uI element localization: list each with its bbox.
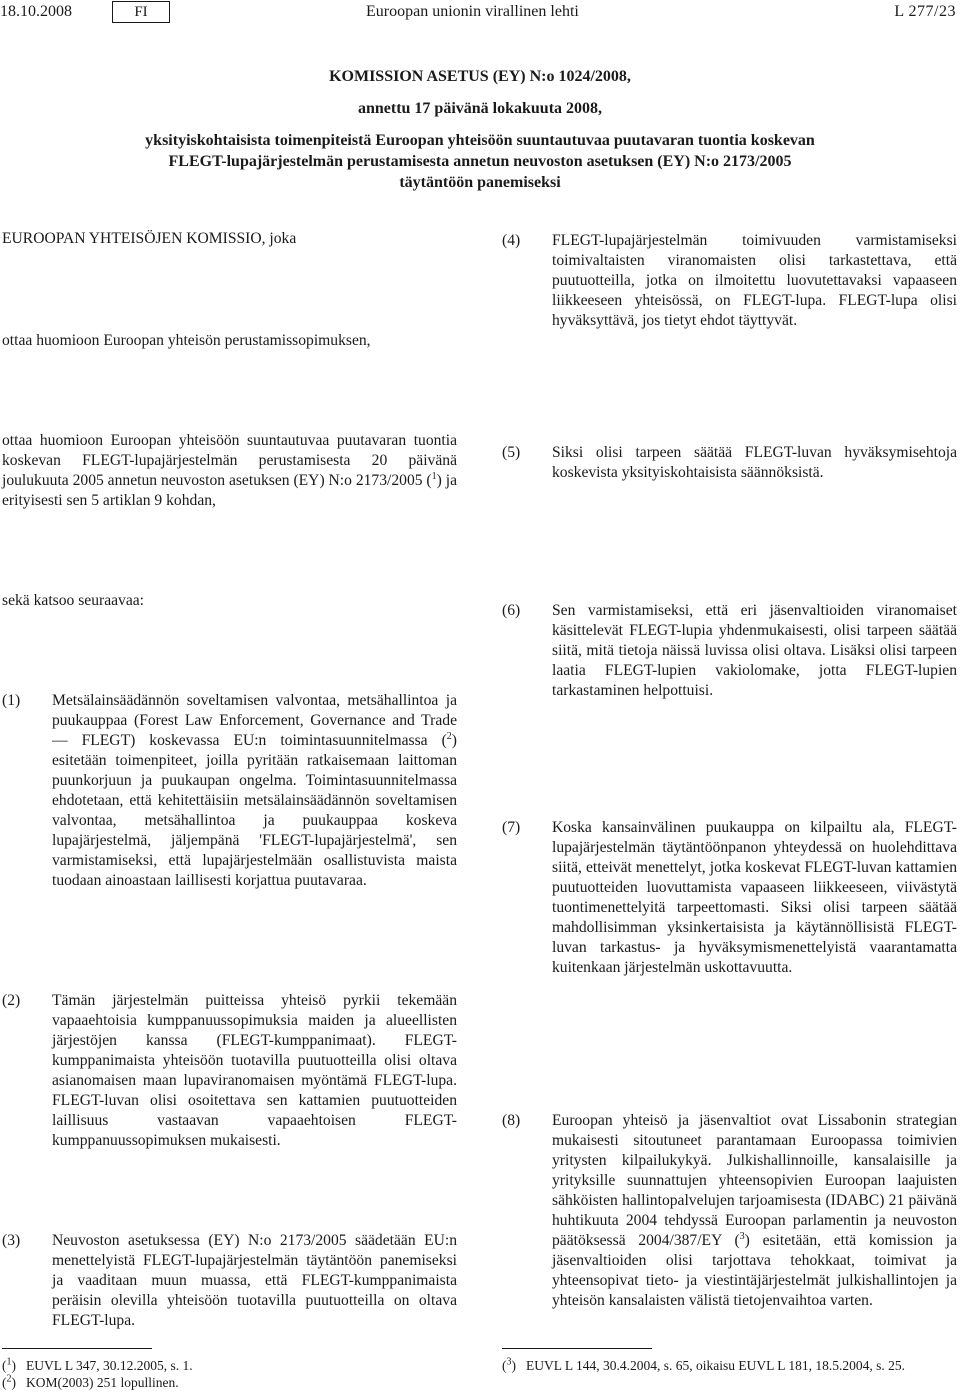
publication-date: 18.10.2008 [0,3,72,20]
preamble-commission-text: EUROOPAN YHTEISÖJEN KOMISSIO, joka [2,230,297,247]
recital-text-a: Euroopan yhteisö ja jäsenvaltiot ovat Lissabonin strategian mukaisesti sitoutuneet parantamaan Euroopassa toimivien yritysten kilpailukykyä. Julkishallinnoille, kansalaisille ja yrityksille suunnattujen yhteensopivien Euroopan laajuisten sähköisten hallintopalvelujen tarjoamisesta (IDABC) 21 päivänä huhtikuuta 2004 tehdyssä Euroopan parlamentin ja neuvoston päätöksessä 2004/387/EY ( [552,1112,957,1249]
recital-text: Neuvoston asetuksessa (EY) N:o 2173/2005 säädetään EU:n menettelyistä FLEGT-lupajärjestelmän täytäntöön panemiseksi ja vaaditaan muun muassa, että FLEGT-kumppanimaista peräisin olevilla yhteisöön tuotavilla puutuotteilla on oltava FLEGT-lupa. [52,1232,457,1329]
footnote-text: KOM(2003) 251 lopullinen. [26,1375,179,1390]
recital-number: (7) [502,819,521,836]
footnote-marker: ($^3$) [502,1356,516,1373]
footnote-ref: 1 [431,470,437,482]
preamble-whereas [2,591,457,611]
page-header [0,0,960,28]
footnote-number: 3 [506,1356,512,1368]
footnote-3 [502,1357,957,1374]
footnote-1 [2,1357,457,1374]
footnote-text: EUVL L 347, 30.12.2005, s. 1. [26,1358,193,1373]
recital-number: (4) [502,232,521,249]
preamble-treaty-text: ottaa huomioon Euroopan yhteisön perustamissopimuksen, [2,332,371,349]
preamble-regulation [2,431,457,511]
title-line-date: annettu 17 päivänä lokakuuta 2008, [357,100,603,117]
footnote-marker: ($^1$) [2,1356,16,1373]
recital-number: (5) [502,444,521,461]
page-reference: L 277/23 [894,3,956,20]
footnote-divider [2,1348,152,1349]
recital-text: Tämän järjestelmän puitteissa yhteisö pyrkii tekemään vapaaehtoisia kumppanuussopimuksia maiden ja alueellisten järjestöjen kanssa (FLEGT-kumppanimaat). FLEGT-kumppanimaista yhteisöön tuotavilla puutuotteilla olisi oltava asianomaisen maan lupaviranomaisen myöntämä FLEGT-lupa. FLEGT-luvan olisi osoitettava sen kattamien puutuotteiden laillisuus vastaavan vapaaehtoisen FLEGT-kumppanuussopimuksen mukaisesti. [52,992,457,1149]
recital-text: Siksi olisi tarpeen säätää FLEGT-luvan hyväksymisehtoja koskevista yksityiskohtaisista säännöksistä. [552,444,957,481]
recital-text-b: ) esitetään, että komission ja jäsenvaltioiden olisi tarjottava tehokkaat, toimivat ja yhteensopivat tieto- ja viestintäjärjestelmät julkishallintojen ja yhteisön kansalaisten välistä tietojenvaihtoa varten. [552,1232,957,1309]
language-box: FI [112,1,170,23]
footnote-number: 2 [6,1373,12,1385]
preamble-regulation-text-end: ) ja erityisesti sen 5 artiklan 9 kohdan, [2,472,457,509]
recital-number: (1) [2,692,21,709]
recital-text [552,1111,957,1311]
footnote-number: 1 [6,1356,12,1368]
recital-text-a: Metsälainsäädännön soveltamisen valvontaa, metsähallintoa ja puukauppaa (Forest Law Enforcement, Governance and Trade — FLEGT) koskevassa EU:n toimintasuunnitelmassa ( [52,692,457,749]
title-line-subject-3: täytäntöön panemiseksi [399,174,561,191]
footnote-2 [2,1374,457,1391]
footnote-ref: 2 [446,730,452,742]
recital-number: (8) [502,1112,521,1129]
recital-text [52,691,457,891]
journal-name: Euroopan unionin virallinen lehti [366,3,579,20]
preamble-regulation-text: ottaa huomioon Euroopan yhteisöön suuntautuvaa puutavaran tuontia koskevan FLEGT-lupajärjestelmän perustamisesta 20 päivänä joulukuuta 2005 annetun neuvoston asetuksen (EY) N:o 2173/2005 ( [2,432,457,489]
recital-text: FLEGT-lupajärjestelmän toimivuuden varmistamiseksi toimivaltaisten viranomaisten olisi tarkastettava, että puutuotteilla, jotka on ilmoitettu luovutettavaksi vapaaseen liikkeeseen yhteisössä, on FLEGT-lupa. FLEGT-lupa olisi hyväksyttävä, jos tietyt ehdot täyttyvät. [552,232,957,329]
preamble-whereas-text: sekä katsoo seuraavaa: [2,592,145,609]
regulation-title [0,66,960,193]
title-line-regulation: KOMISSION ASETUS (EY) N:o 1024/2008, [329,68,631,85]
preamble-commission [2,229,457,249]
recital-text: Koska kansainvälinen puukauppa on kilpailtu ala, FLEGT-lupajärjestelmän täytäntöönpanon yhteydessä on huolehdittava siitä, etteivät menettelyt, jotka koskevat FLEGT-luvan kattamien puutuotteiden luovuttamista vapaaseen liikkeeseen, viivästytä tuontimenettelyitä tarpeettomasti. Siksi olisi tarpeen säätää mahdollisimman yksinkertaisista ja käytännöllisistä FLEGT-luvan tarkastus- ja hyväksymismenettelyistä vaarantamatta kuitenkaan järjestelmän uskottavuutta. [552,819,957,976]
recital-number: (3) [2,1232,21,1249]
title-line-subject-1: yksityiskohtaisista toimenpiteistä Euroopan yhteisöön suuntautuvaa puutavaran tuontia koskevan [145,132,815,149]
recital-number: (2) [2,992,21,1009]
preamble-treaty [2,331,457,351]
recital-number: (6) [502,602,521,619]
footnote-marker: ($^2$) [2,1373,16,1390]
recital-text: Sen varmistamiseksi, että eri jäsenvaltioiden viranomaiset käsittelevät FLEGT-lupia yhdenmukaisesti, olisi tarpeen säätää siitä, mitä tietoja näissä luvissa olisi oltava. Lisäksi olisi tarpeen laatia FLEGT-lupien vakiolomake, jotta FLEGT-lupien tarkastaminen helpottuisi. [552,602,957,699]
footnote-ref: 3 [739,1230,745,1242]
footnote-text: EUVL L 144, 30.4.2004, s. 65, oikaisu EUVL L 181, 18.5.2004, s. 25. [526,1358,905,1373]
title-line-subject-2: FLEGT-lupajärjestelmän perustamisesta annetun neuvoston asetuksen (EY) N:o 2173/2005 [168,153,792,170]
footnote-divider [502,1348,652,1349]
recital-text-b: ) esitetään toimenpiteet, joilla pyritään ratkaisemaan laittoman puunkorjuun ja puukaupan ongelma. Toimintasuunnitelmassa ehdotetaan, että kehitettäisiin metsälainsäädännön soveltamisen valvontaa, metsähallintoa ja puukauppaa koskeva lupajärjestelmä, jäljempänä 'FLEGT-lupajärjestelmä', sen varmistamiseksi, että lupajärjestelmään osallistuvista maista tuodaan ainoastaan laillisesti korjattua puutavaraa. [52,732,457,889]
